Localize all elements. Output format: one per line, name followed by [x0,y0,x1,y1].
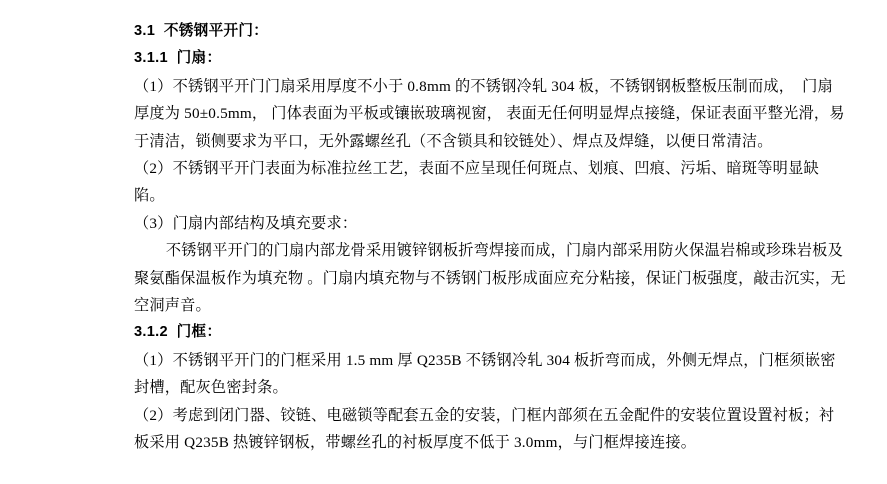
section-heading-3-1-2: 3.1.2 门框： [134,324,222,341]
paragraph-door-leaf-3: （3）门扇内部结构及填充要求： [134,214,358,232]
section-heading-3-1: 3.1 不锈钢平开门： [134,23,269,39]
paragraph-door-leaf-2: （2）不锈钢平开门表面为标准拉丝工艺，表面不应呈现任何斑点、划痕、凹痕、污垢、暗斑等明显缺陷。 [134,160,819,205]
document-body [134,18,847,457]
paragraph-door-frame-2: （2）考虑到闭门器、铰链、电磁锁等配套五金的安装，门框内部须在五金配件的安装位置设置衬板；衬板采用 Q235B 热镀锌钢板，带螺丝孔的衬板厚度不低于 3.0mm，与门框焊接连接。 [134,406,835,452]
paragraph-door-leaf-3-detail: 不锈钢平开门的门扇内部龙骨采用镀锌钢板折弯焊接而成，门扇内部采用防火保温岩棉或珍珠岩板及聚氨酯保温板作为填充物 。门扇内填充物与不锈钢门板彤成面应充分粘接，保证门板强度，敲击沉实，无空洞声音。 [134,242,846,315]
paragraph-door-frame-1: （1）不锈钢平开门的门框采用 1.5 mm 厚 Q235B 不锈钢冷轧 304 板折弯而成，外侧无焊点，门框须嵌密封槽，配灰色密封条。 [134,351,836,397]
section-heading-3-1-1: 3.1.1 门扇： [134,50,222,67]
paragraph-door-leaf-1: （1）不锈钢平开门门扇采用厚度不小于 0.8mm 的不锈钢冷轧 304 板，不锈钢钢板整板压制而成， 门扇厚度为 50±0.5mm， 门体表面为平板或镶嵌玻璃视窗， 表面无任何明显焊点接缝，保证表面平整光滑，易于清洁，锁侧要求为平口，无外露螺丝孔（不含锁具和铰链处）、焊点及焊缝，以便日常清洁。 [134,77,845,150]
